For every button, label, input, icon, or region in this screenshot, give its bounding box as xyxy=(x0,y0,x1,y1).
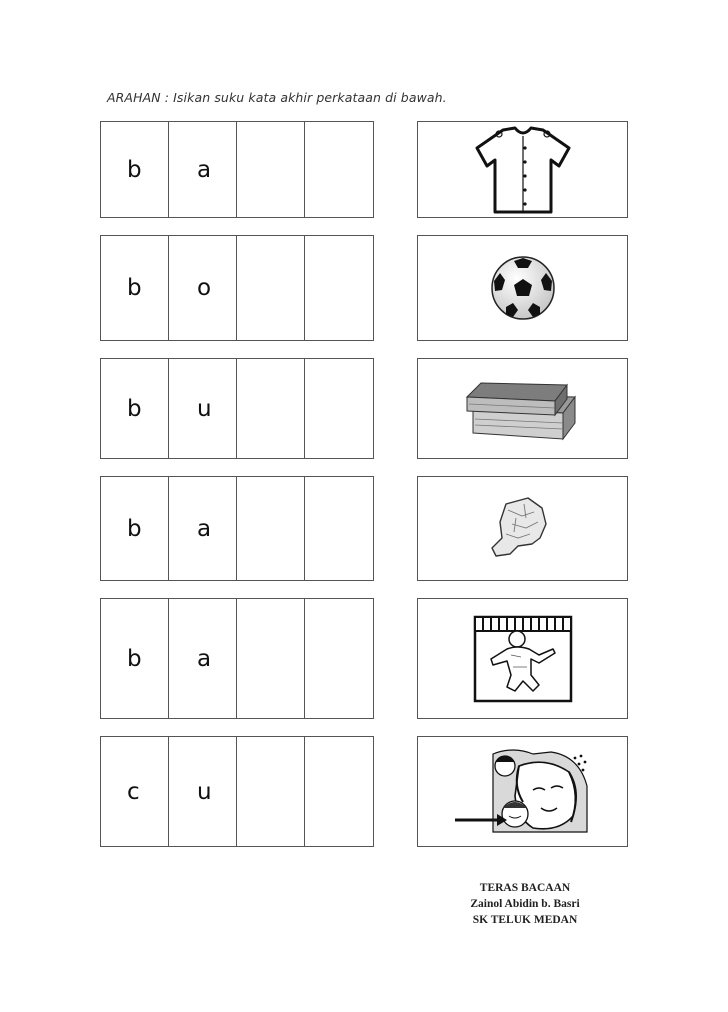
letter-cell: o xyxy=(169,236,237,340)
footer-line-2: Zainol Abidin b. Basri xyxy=(470,898,580,910)
soccer-ball-icon xyxy=(488,253,558,323)
picture-box-row-3 xyxy=(417,358,628,459)
letter-cell: a xyxy=(169,477,237,580)
stone-icon xyxy=(488,494,558,564)
instruction-text: ARAHAN : Isikan suku kata akhir perkataan di bawah. xyxy=(107,90,447,105)
picture-box-row-6 xyxy=(417,736,628,847)
letter-grid-row-4 xyxy=(100,476,374,581)
blank-cell[interactable] xyxy=(237,122,305,217)
letter-cell: u xyxy=(169,737,237,846)
blank-cell[interactable] xyxy=(305,359,373,458)
letter-grid-row-2 xyxy=(100,235,374,341)
letter-cell: b xyxy=(101,122,169,217)
letter-grid-row-5 xyxy=(100,598,374,719)
shirt-icon xyxy=(473,124,573,216)
letter-cell: c xyxy=(101,737,169,846)
blank-cell[interactable] xyxy=(305,737,373,846)
blank-cell[interactable] xyxy=(305,599,373,718)
letter-cell: b xyxy=(101,477,169,580)
letter-cell: b xyxy=(101,359,169,458)
books-icon xyxy=(463,373,583,445)
grandchild-icon xyxy=(453,746,593,838)
baby-icon xyxy=(473,615,573,703)
footer-line-1: TERAS BACAAN xyxy=(479,882,571,894)
blank-cell[interactable] xyxy=(305,122,373,217)
footer-line-3: SK TELUK MEDAN xyxy=(472,914,578,926)
footer-credit xyxy=(440,880,610,928)
letter-cell: a xyxy=(169,122,237,217)
letter-cell: b xyxy=(101,236,169,340)
letter-grid-row-1 xyxy=(100,121,374,218)
blank-cell[interactable] xyxy=(237,236,305,340)
blank-cell[interactable] xyxy=(237,477,305,580)
blank-cell[interactable] xyxy=(305,236,373,340)
blank-cell[interactable] xyxy=(237,359,305,458)
letter-cell: u xyxy=(169,359,237,458)
picture-box-row-5 xyxy=(417,598,628,719)
letter-cell: a xyxy=(169,599,237,718)
letter-cell: b xyxy=(101,599,169,718)
blank-cell[interactable] xyxy=(237,737,305,846)
picture-box-row-4 xyxy=(417,476,628,581)
blank-cell[interactable] xyxy=(237,599,305,718)
picture-box-row-2 xyxy=(417,235,628,341)
letter-grid-row-3 xyxy=(100,358,374,459)
picture-box-row-1 xyxy=(417,121,628,218)
letter-grid-row-6 xyxy=(100,736,374,847)
blank-cell[interactable] xyxy=(305,477,373,580)
